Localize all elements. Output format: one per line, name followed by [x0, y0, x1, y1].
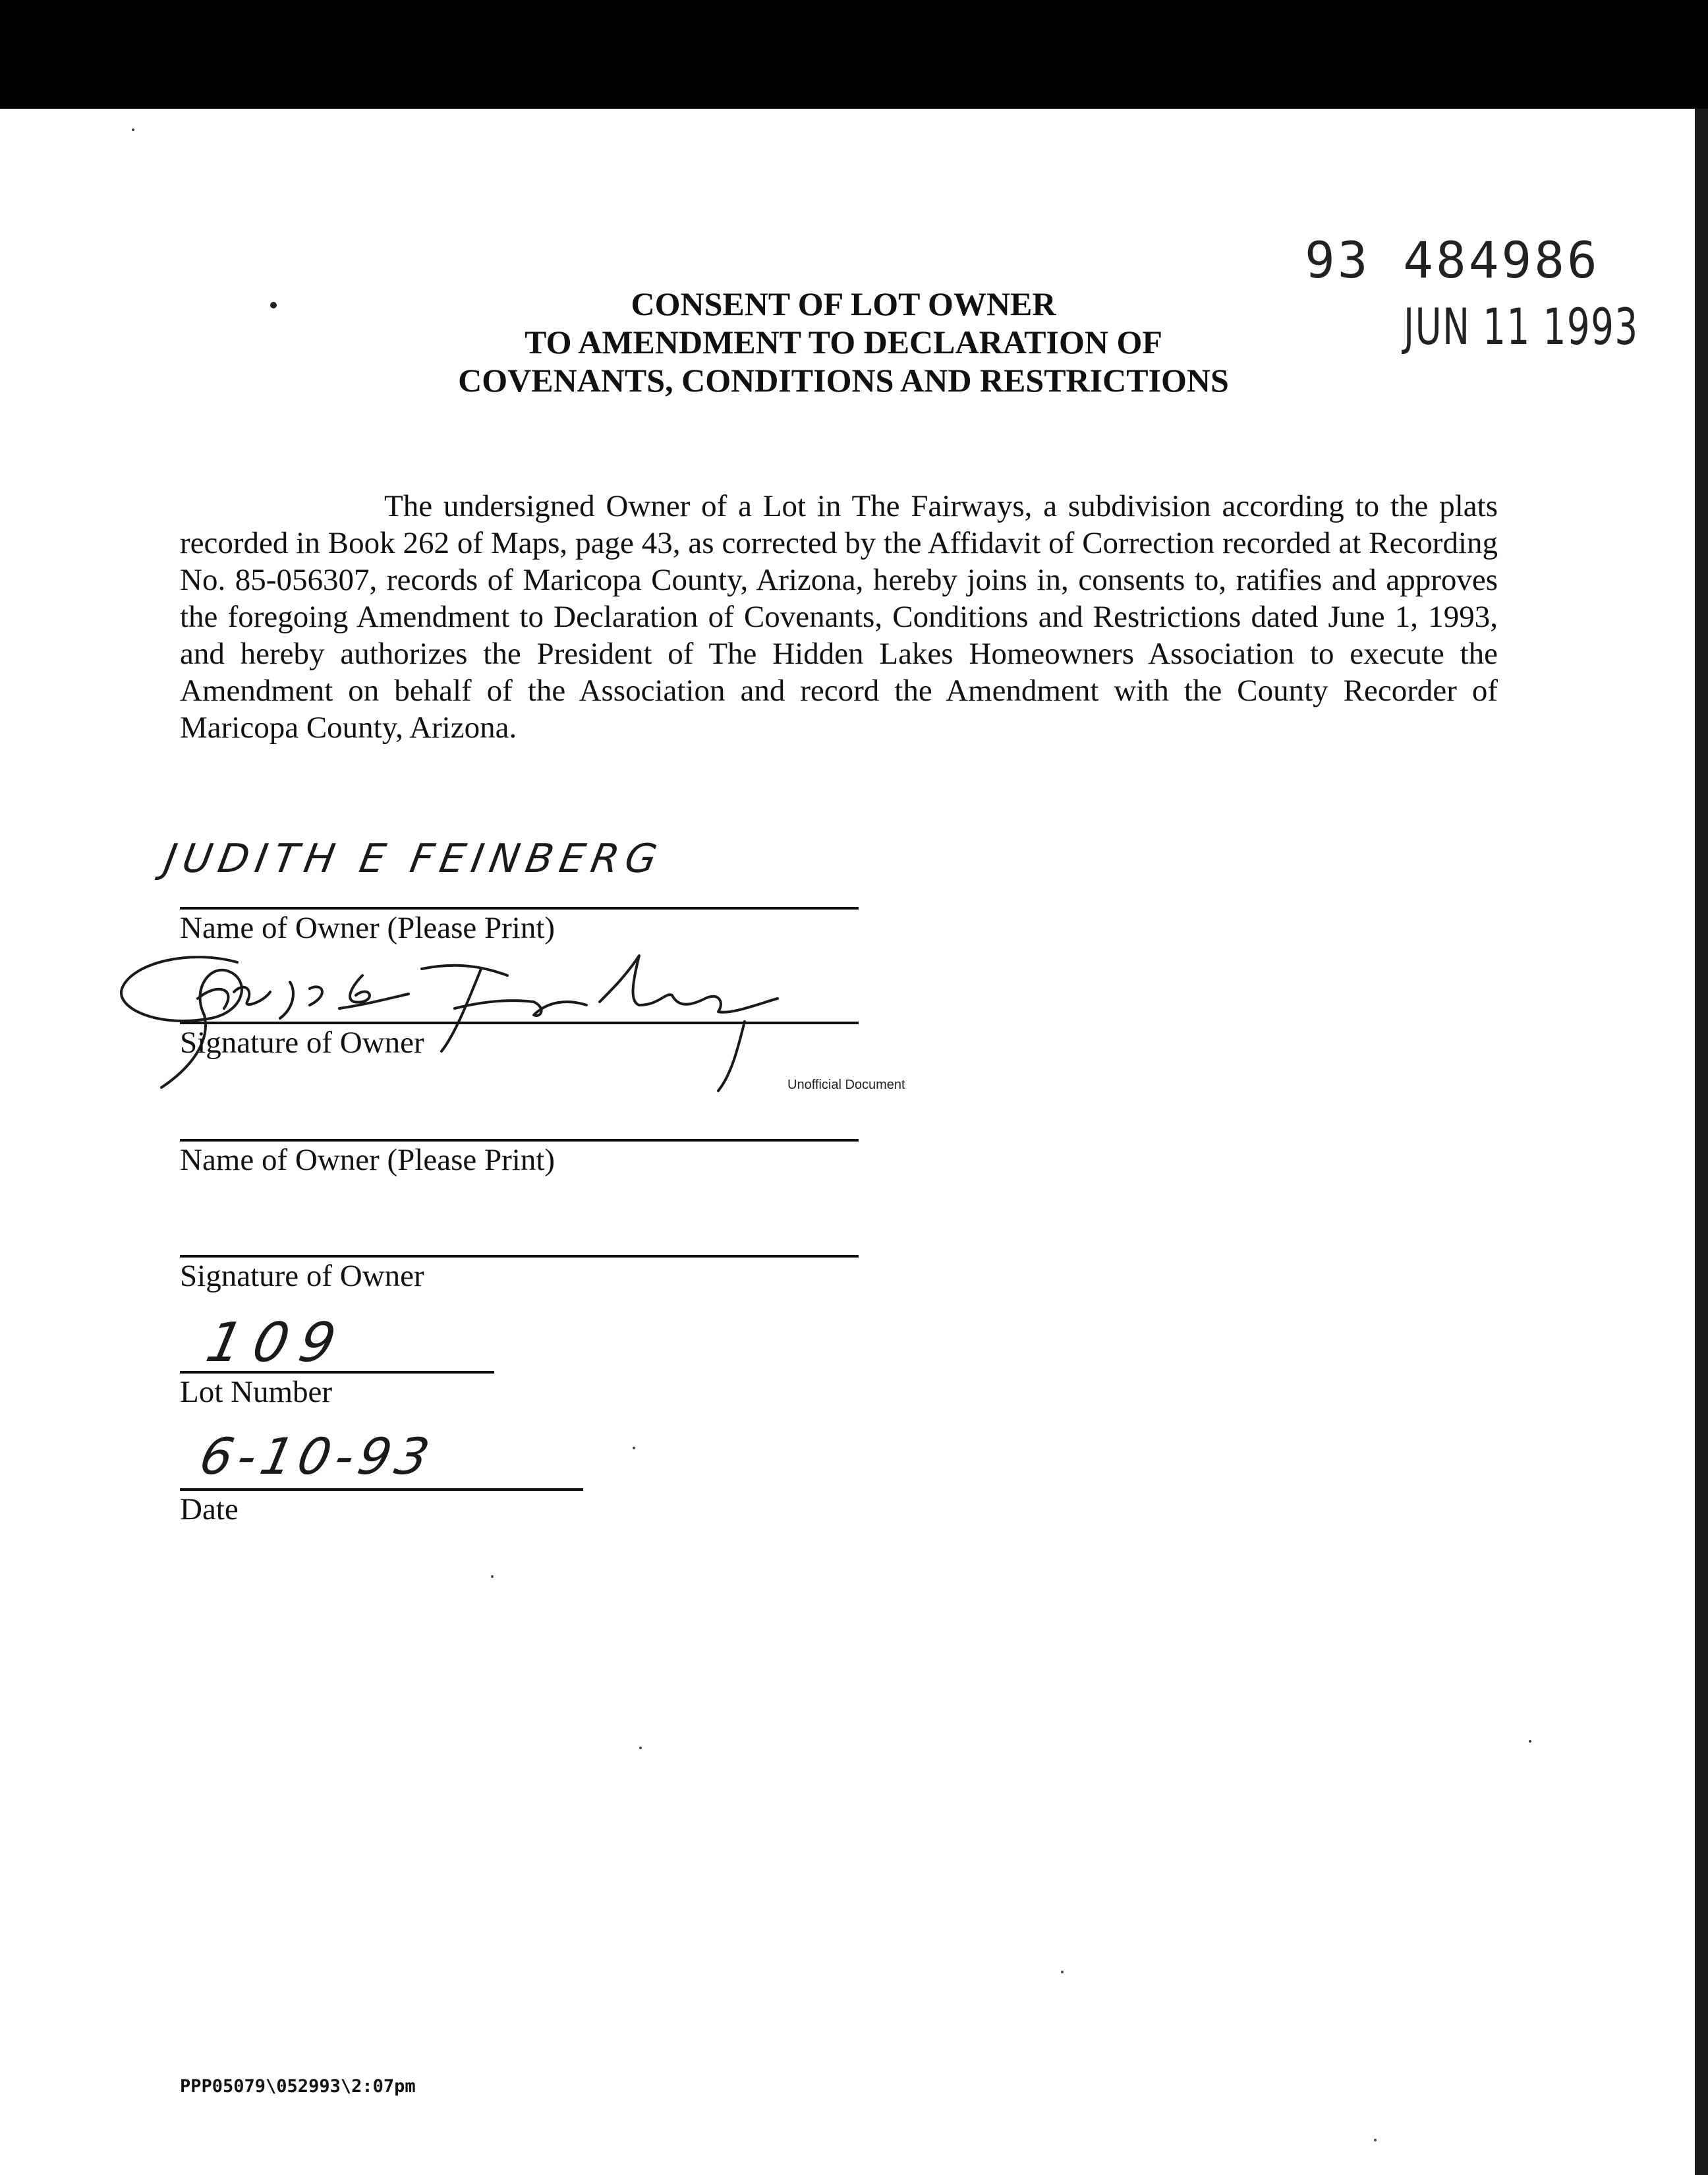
owner2-name-field[interactable]: [180, 1139, 859, 1178]
owner1-name-label: Name of Owner (Please Print): [180, 911, 555, 945]
lot-number-label: Lot Number: [180, 1375, 333, 1409]
owner1-handwritten-name: JUDITH E FEINBERG: [160, 836, 667, 882]
date-label: Date: [180, 1492, 239, 1526]
owner1-signature-label: Signature of Owner: [180, 1026, 424, 1060]
scan-speck: [132, 129, 134, 131]
scan-speck: [639, 1747, 642, 1749]
document-title: [369, 285, 1318, 399]
recording-stamp: [1305, 231, 1639, 356]
title-line-1: CONSENT OF LOT OWNER: [631, 285, 1056, 322]
owner1-signature-image: [112, 936, 824, 1094]
owner2-signature-field[interactable]: [180, 1255, 859, 1294]
lot-number-field[interactable]: [180, 1371, 494, 1410]
scan-border-right: [1695, 109, 1708, 2175]
unofficial-document-stamp: Unofficial Document: [787, 1078, 905, 1092]
scan-speck: [1374, 2139, 1377, 2141]
title-line-3: COVENANTS, CONDITIONS AND RESTRICTIONS: [458, 362, 1229, 399]
title-line-2: TO AMENDMENT TO DECLARATION OF: [525, 324, 1162, 361]
date-field[interactable]: [180, 1488, 583, 1528]
recording-number: 93 484986: [1305, 231, 1600, 289]
bullet-mark: [270, 302, 277, 308]
scan-speck: [1061, 1971, 1064, 1973]
owner2-signature-label: Signature of Owner: [180, 1259, 424, 1293]
recording-date: JUN 11 1993: [1404, 297, 1639, 356]
scan-speck: [633, 1447, 635, 1449]
lot-number-handwritten: 109: [200, 1312, 353, 1374]
footer-document-code: PPP05079\052993\2:07pm: [180, 2076, 416, 2097]
scan-border-top: [0, 0, 1708, 109]
owner2-name-label: Name of Owner (Please Print): [180, 1143, 555, 1177]
date-handwritten: 6-10-93: [194, 1427, 440, 1486]
scan-speck: [1529, 1740, 1531, 1743]
consent-paragraph: The undersigned Owner of a Lot in The Fairways, a subdivision according to the plats recorded in Book 262 of Maps, page 43, as corrected by the Affidavit of Correction recorded at Recording No. 85-056307, records of Maricopa County, Arizona, hereby joins in, consents to, ratifies and approves the foregoing Amendment to Declaration of Covenants, Conditions and Restrictions dated June 1, 1993, and hereby authorizes the President of The Hidden Lakes Homeowners Association to execute the Amendment on behalf of the Association and record the Amendment with the County Recorder of Maricopa County, Arizona.: [180, 489, 1498, 745]
owner1-signature-field[interactable]: [180, 1022, 859, 1061]
scan-speck: [491, 1575, 494, 1578]
